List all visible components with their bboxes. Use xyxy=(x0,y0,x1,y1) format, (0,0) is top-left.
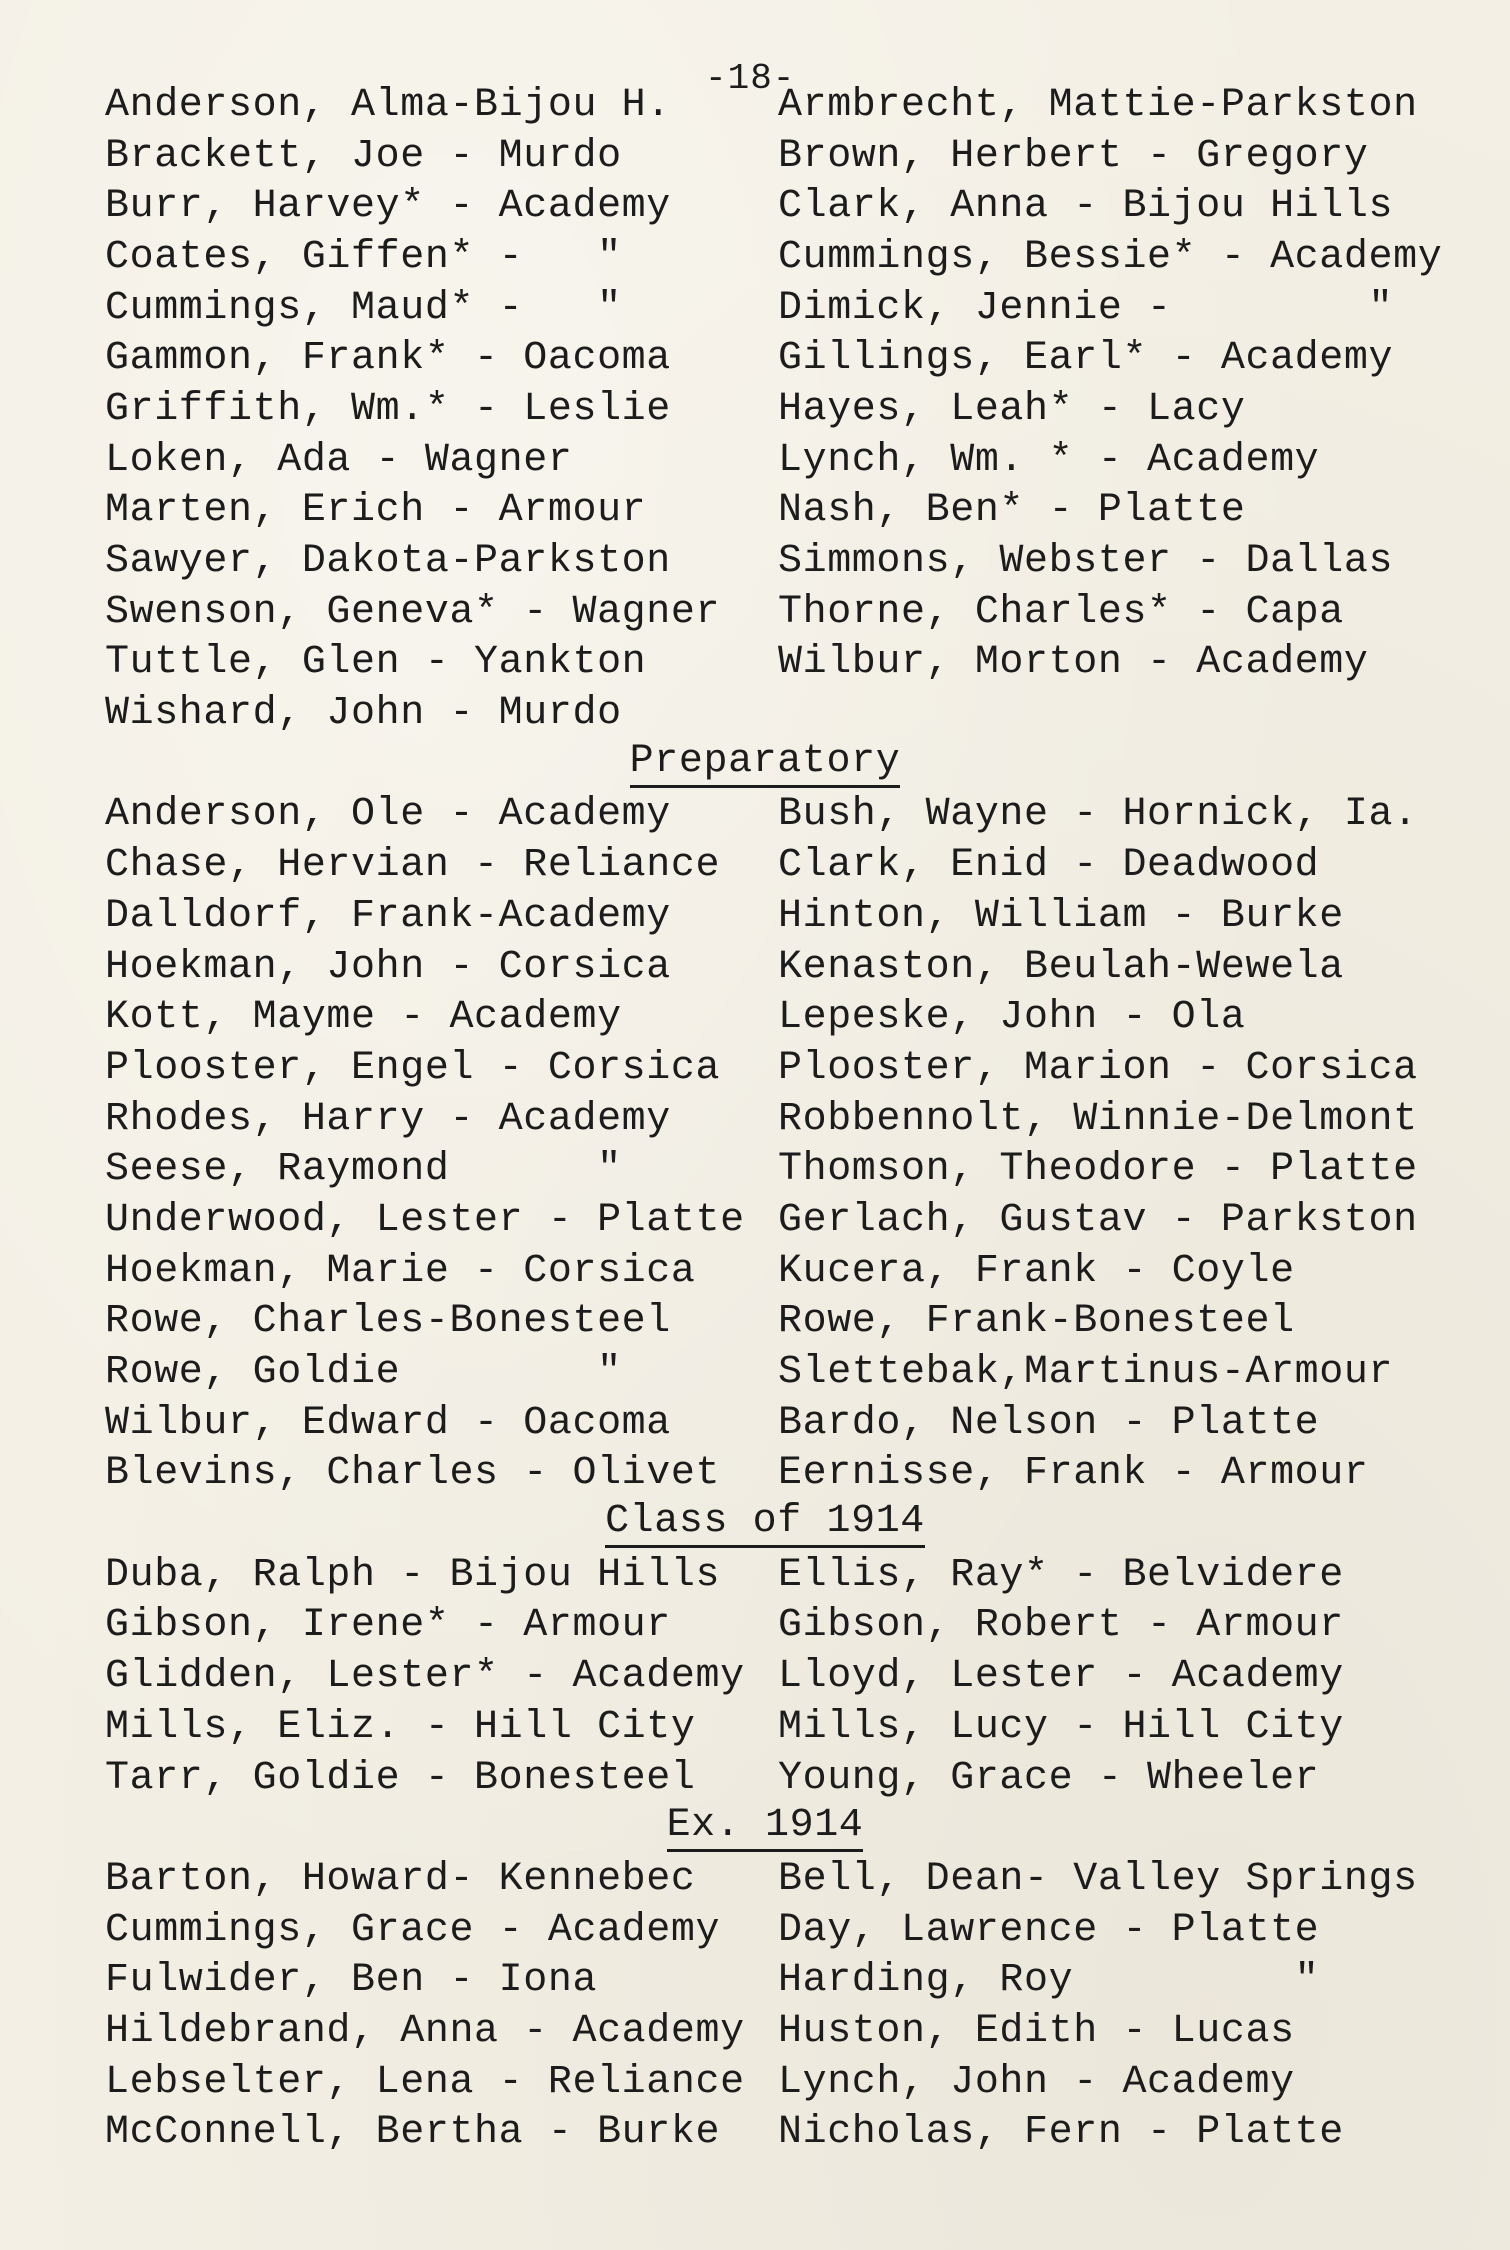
student-entry-right: Gibson, Robert - Armour xyxy=(778,1603,1344,1649)
roster-row xyxy=(105,1043,1485,1094)
student-entry-right: Kenaston, Beulah-Wewela xyxy=(778,944,1344,990)
student-entry-right: Thomson, Theodore - Platte xyxy=(778,1147,1418,1193)
student-entry-left: Duba, Ralph - Bijou Hills xyxy=(105,1552,721,1598)
student-entry-right: Hayes, Leah* - Lacy xyxy=(778,386,1246,432)
student-entry-right: Lynch, John - Academy xyxy=(778,2059,1295,2105)
student-entry-right: Bush, Wayne - Hornick, Ia. xyxy=(778,792,1418,838)
student-entry-right: Gillings, Earl* - Academy xyxy=(778,336,1394,382)
section-heading-text: Ex. 1914 xyxy=(667,1805,864,1852)
student-entry-right: Huston, Edith - Lucas xyxy=(778,2008,1295,2054)
student-entry-right: Dimick, Jennie - " xyxy=(778,285,1394,331)
student-entry-right: Eernisse, Frank - Armour xyxy=(778,1451,1369,1497)
section-heading xyxy=(105,1499,1425,1550)
roster-list xyxy=(105,80,1485,2158)
student-entry-left: Swenson, Geneva* - Wagner xyxy=(105,589,721,635)
roster-row xyxy=(105,1651,1485,1702)
student-entry-left: Burr, Harvey* - Academy xyxy=(105,184,671,230)
student-entry-left: Lebselter, Lena - Reliance xyxy=(105,2059,745,2105)
student-entry-right: Wilbur, Morton - Academy xyxy=(778,640,1369,686)
roster-row xyxy=(105,1854,1485,1905)
student-entry-right: Brown, Herbert - Gregory xyxy=(778,133,1369,179)
roster-row xyxy=(105,1905,1485,1956)
student-entry-right: Bell, Dean- Valley Springs xyxy=(778,1856,1418,1902)
roster-row xyxy=(105,1246,1485,1297)
student-entry-right: Rowe, Frank-Bonesteel xyxy=(778,1299,1295,1345)
student-entry-left: Kott, Mayme - Academy xyxy=(105,995,622,1041)
student-entry-right: Lynch, Wm. * - Academy xyxy=(778,437,1320,483)
student-entry-left: Loken, Ada - Wagner xyxy=(105,437,573,483)
student-entry-left: Rowe, Goldie " xyxy=(105,1350,622,1396)
student-entry-left: Wishard, John - Murdo xyxy=(105,691,622,737)
student-entry-left: Tarr, Goldie - Bonesteel xyxy=(105,1755,696,1801)
student-entry-right: Simmons, Webster - Dallas xyxy=(778,539,1394,585)
student-entry-left: Plooster, Engel - Corsica xyxy=(105,1045,721,1091)
roster-row xyxy=(105,2006,1485,2057)
roster-row xyxy=(105,1398,1485,1449)
roster-row xyxy=(105,80,1485,131)
roster-row xyxy=(105,840,1485,891)
student-entry-right: Young, Grace - Wheeler xyxy=(778,1755,1320,1801)
roster-row xyxy=(105,536,1485,587)
student-entry-left: Mills, Eliz. - Hill City xyxy=(105,1704,696,1750)
roster-row xyxy=(105,131,1485,182)
student-entry-left: Sawyer, Dakota-Parkston xyxy=(105,539,671,585)
student-entry-left: Coates, Giffen* - " xyxy=(105,234,622,280)
roster-row xyxy=(105,688,1485,739)
student-entry-left: Wilbur, Edward - Oacoma xyxy=(105,1400,671,1446)
student-entry-right: Kucera, Frank - Coyle xyxy=(778,1248,1295,1294)
student-entry-right: Day, Lawrence - Platte xyxy=(778,1907,1320,1953)
student-entry-left: McConnell, Bertha - Burke xyxy=(105,2110,721,2156)
student-entry-right: Nash, Ben* - Platte xyxy=(778,488,1246,534)
section-heading xyxy=(105,1803,1425,1854)
roster-row xyxy=(105,1601,1485,1652)
student-entry-right: Hinton, William - Burke xyxy=(778,893,1344,939)
student-entry-right: Nicholas, Fern - Platte xyxy=(778,2110,1344,2156)
student-entry-left: Gibson, Irene* - Armour xyxy=(105,1603,671,1649)
student-entry-left: Rowe, Charles-Bonesteel xyxy=(105,1299,671,1345)
roster-row xyxy=(105,1753,1485,1804)
roster-row xyxy=(105,333,1485,384)
student-entry-left: Hildebrand, Anna - Academy xyxy=(105,2008,745,2054)
student-entry-left: Griffith, Wm.* - Leslie xyxy=(105,386,671,432)
student-entry-left: Glidden, Lester* - Academy xyxy=(105,1654,745,1700)
student-entry-left: Blevins, Charles - Olivet xyxy=(105,1451,721,1497)
student-entry-left: Underwood, Lester - Platte xyxy=(105,1197,745,1243)
student-entry-left: Hoekman, Marie - Corsica xyxy=(105,1248,696,1294)
section-heading xyxy=(105,739,1425,790)
section-heading-text: Preparatory xyxy=(630,741,901,788)
roster-row xyxy=(105,790,1485,841)
student-entry-right: Clark, Anna - Bijou Hills xyxy=(778,184,1394,230)
student-entry-left: Rhodes, Harry - Academy xyxy=(105,1096,671,1142)
roster-row xyxy=(105,384,1485,435)
student-entry-left: Anderson, Alma-Bijou H. xyxy=(105,82,671,128)
student-entry-right: Robbennolt, Winnie-Delmont xyxy=(778,1096,1418,1142)
student-entry-right: Cummings, Bessie* - Academy xyxy=(778,234,1443,280)
roster-row xyxy=(105,283,1485,334)
roster-row xyxy=(105,1195,1485,1246)
student-entry-right: Harding, Roy " xyxy=(778,1958,1320,2004)
roster-row xyxy=(105,891,1485,942)
student-entry-left: Cummings, Grace - Academy xyxy=(105,1907,721,1953)
roster-row xyxy=(105,1955,1485,2006)
student-entry-left: Chase, Hervian - Reliance xyxy=(105,843,721,889)
roster-row xyxy=(105,1550,1485,1601)
roster-row xyxy=(105,587,1485,638)
roster-row xyxy=(105,232,1485,283)
roster-row xyxy=(105,181,1485,232)
roster-row xyxy=(105,486,1485,537)
student-entry-right: Ellis, Ray* - Belvidere xyxy=(778,1552,1344,1598)
roster-row xyxy=(105,1144,1485,1195)
student-entry-right: Slettebak,Martinus-Armour xyxy=(778,1350,1394,1396)
roster-row xyxy=(105,1449,1485,1500)
roster-row xyxy=(105,2108,1485,2159)
student-entry-right: Thorne, Charles* - Capa xyxy=(778,589,1344,635)
roster-row xyxy=(105,1702,1485,1753)
student-entry-left: Dalldorf, Frank-Academy xyxy=(105,893,671,939)
student-entry-left: Brackett, Joe - Murdo xyxy=(105,133,622,179)
student-entry-right: Clark, Enid - Deadwood xyxy=(778,843,1320,889)
page-number: -18- xyxy=(705,58,796,99)
student-entry-left: Anderson, Ole - Academy xyxy=(105,792,671,838)
roster-row xyxy=(105,992,1485,1043)
roster-row xyxy=(105,638,1485,689)
student-entry-left: Seese, Raymond " xyxy=(105,1147,622,1193)
student-entry-left: Gammon, Frank* - Oacoma xyxy=(105,336,671,382)
student-entry-right: Mills, Lucy - Hill City xyxy=(778,1704,1344,1750)
roster-row xyxy=(105,1347,1485,1398)
section-heading-text: Class of 1914 xyxy=(605,1501,925,1548)
student-entry-right: Gerlach, Gustav - Parkston xyxy=(778,1197,1418,1243)
student-entry-right: Plooster, Marion - Corsica xyxy=(778,1045,1418,1091)
student-entry-right: Armbrecht, Mattie-Parkston xyxy=(778,82,1418,128)
roster-row xyxy=(105,435,1485,486)
student-entry-right: Bardo, Nelson - Platte xyxy=(778,1400,1320,1446)
student-entry-left: Fulwider, Ben - Iona xyxy=(105,1958,598,2004)
student-entry-right: Lepeske, John - Ola xyxy=(778,995,1246,1041)
student-entry-right: Lloyd, Lester - Academy xyxy=(778,1654,1344,1700)
student-entry-left: Cummings, Maud* - " xyxy=(105,285,622,331)
student-entry-left: Marten, Erich - Armour xyxy=(105,488,647,534)
student-entry-left: Barton, Howard- Kennebec xyxy=(105,1856,696,1902)
roster-row xyxy=(105,1094,1485,1145)
student-entry-left: Hoekman, John - Corsica xyxy=(105,944,671,990)
roster-row xyxy=(105,2057,1485,2108)
student-entry-left: Tuttle, Glen - Yankton xyxy=(105,640,647,686)
roster-row xyxy=(105,942,1485,993)
roster-row xyxy=(105,1297,1485,1348)
